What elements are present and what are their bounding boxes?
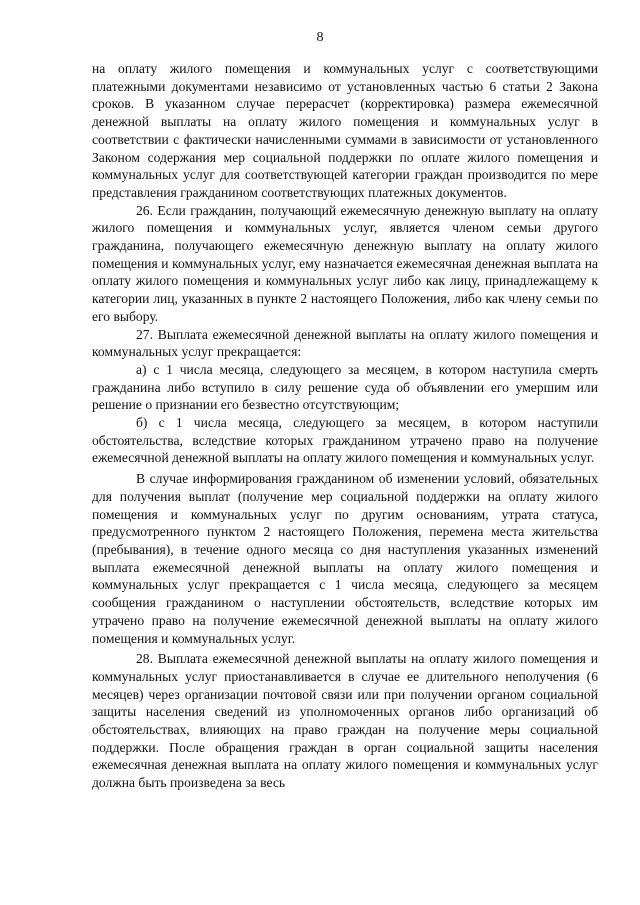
paragraph-informing-case: В случае информирования гражданином об изменении условий, обязательных для получения выплат (получение мер социальной поддержки на оплату жилого помещения и коммунальных услуг по другим основаниям, утрата статуса, предусмотренного пунктом 2 настоящего Положения, перемена места жительства (пребывания), в течение одного месяца со дня наступления указанных изменений выплата ежемесячной денежной выплаты на оплату жилого помещения и коммунальных услуг прекращается с 1 числа месяца, следующего за месяцем сообщения гражданином о наступлении обстоятельств, вследствие которых им утрачено право на получение ежемесячной денежной выплаты на оплату жилого помещения и коммунальных услуг. <box>92 471 598 646</box>
paragraph-item-28: 28. Выплата ежемесячной денежной выплаты на оплату жилого помещения и коммунальных услуг приостанавливается в случае ее длительного неполучения (6 месяцев) через организации почтовой связи или при получении органом социальной защиты населения сведений из уполномоченных органов либо организаций об обстоятельствах, влияющих на право граждан на получение меры социальной поддержки. После обращения граждан в орган социальной защиты населения ежемесячная денежная выплата на оплату жилого помещения и коммунальных услуг должна быть произведена за весь <box>92 651 598 791</box>
paragraph-subitem-b: б) с 1 числа месяца, следующего за месяцем, в котором наступили обстоятельства, вследствие которых гражданином утрачено право на получение ежемесячной денежной выплаты на оплату жилого помещения и коммунальных услуг. <box>92 415 598 466</box>
paragraph-continuation: на оплату жилого помещения и коммунальных услуг с соответствующими платежными документами независимо от установленных частью 6 статьи 2 Закона сроков. В указанном случае перерасчет (корректировка) размера ежемесячной денежной выплаты на оплату жилого помещения и коммунальных услуг в соответствии с фактически начисленными суммами в зависимости от установленного Законом содержания мер социальной поддержки по оплате жилого помещения и коммунальных услуг для соответствующей категории граждан производится по мере представления гражданином соответствующих платежных документов. <box>92 61 598 200</box>
document-body <box>92 60 598 792</box>
paragraph-item-26: 26. Если гражданин, получающий ежемесячную денежную выплату на оплату жилого помещения и коммунальных услуг, является членом семьи другого гражданина, получающего ежемесячную денежную выплату на оплату жилого помещения и коммунальных услуг, ему назначается ежемесячная денежная выплата на оплату жилого помещения и коммунальных услуг либо как лицу, принадлежащему к категории лиц, указанных в пункте 2 настоящего Положения, либо как члену семьи по его выбору. <box>92 202 598 324</box>
paragraph-subitem-a: а) с 1 числа месяца, следующего за месяцем, в котором наступила смерть гражданина либо вступило в силу решение суда об объявлении его умершим или решение о признании его безвестно отсутствующим; <box>92 361 598 413</box>
paragraph-item-27: 27. Выплата ежемесячной денежной выплаты на оплату жилого помещения и коммунальных услуг прекращается: <box>92 326 598 360</box>
page-number: 8 <box>316 30 324 45</box>
